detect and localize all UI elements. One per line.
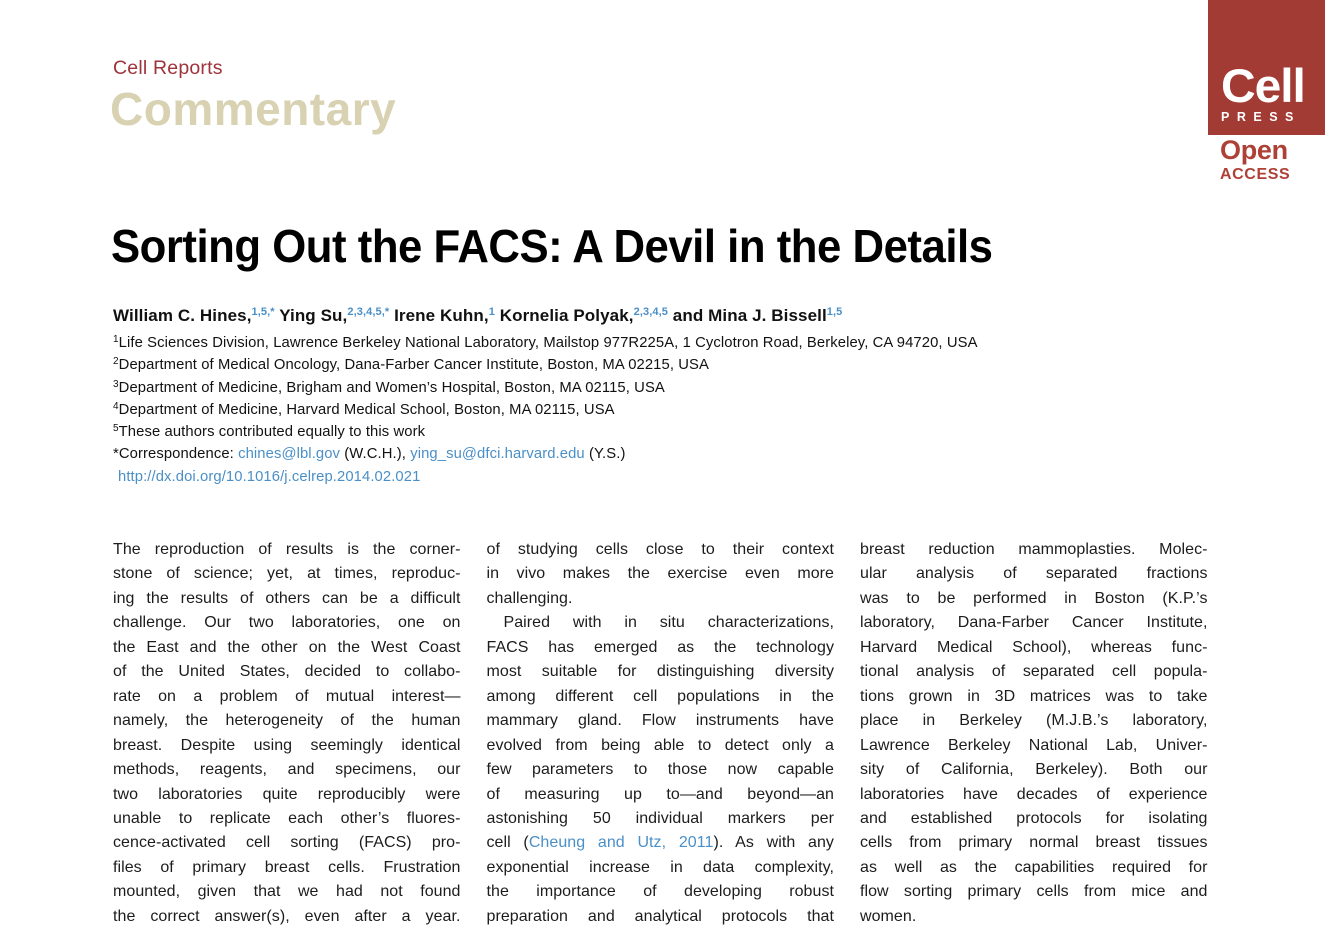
affiliation-line (113, 377, 978, 399)
body-text-line: and established protocols for isolating (860, 809, 1208, 827)
body-text-line: few parameters to those now capable (486, 761, 834, 779)
body-text-line: place in Berkeley (M.J.B.’s laboratory, (860, 712, 1208, 730)
body-text-line: breast. Despite using seemingly identical (113, 736, 461, 754)
body-text-line: tional analysis of separated cell popula- (860, 663, 1208, 681)
open-access-access: ACCESS (1220, 166, 1291, 183)
body-text-line: exponential increase in data complexity, (486, 858, 834, 876)
cell-press-logo-wordmark: Cell (1221, 58, 1305, 112)
affiliation-text: Life Sciences Division, Lawrence Berkeley National Laboratory, Mailstop 977R225A, 1 Cyclotron Road, Berkeley, CA 94720, USA (118, 335, 978, 351)
body-text-line: preparation and analytical protocols that (486, 907, 834, 925)
body-text-line: ing the results of others can be a difficult (113, 589, 461, 607)
text-segment: and Mina J. Bissell (667, 306, 827, 325)
affiliation-superscript: 5 (113, 423, 119, 435)
affiliation-line (113, 332, 978, 354)
body-text-line: of measuring up to—and beyond—an (486, 785, 834, 803)
text-segment: (W.C.H.), (340, 446, 411, 463)
body-column-1 (113, 538, 461, 927)
body-text-line: the correct answer(s), even after a year. (113, 907, 461, 925)
body-text-line: mounted, given that we had not found (113, 883, 461, 901)
affiliation-superscript: 4 (113, 400, 119, 412)
body-text-line: the East and the other on the West Coast (113, 638, 461, 656)
affiliation-text: These authors contributed equally to this work (118, 424, 426, 441)
body-text-line: stone of science; yet, at times, reproduc- (113, 565, 461, 583)
journal-name: Cell Reports (113, 57, 223, 79)
text-segment: William C. Hines, (113, 306, 252, 325)
body-text-line: evolved from being able to detect only a (486, 736, 834, 754)
author-superscript: 2,3,4,5,* (347, 306, 390, 318)
affiliation-superscript: 1 (113, 334, 119, 345)
body-text-line: of studying cells close to their context (486, 541, 834, 558)
body-text-line: cells from primary normal breast tissues (860, 834, 1208, 852)
affiliation-line (113, 354, 978, 376)
body-text-line: flow sorting primary cells from mice and (860, 883, 1208, 901)
body-text-line: Harvard Medical School), whereas func- (860, 638, 1208, 656)
body-text-line: in vivo makes the exercise even more (486, 565, 834, 583)
body-text-line: sity of California, Berkeley). Both our (860, 761, 1208, 779)
text-segment: (Y.S.) (584, 446, 626, 463)
body-text-line: Lawrence Berkeley National Lab, Univer- (860, 736, 1208, 754)
body-text-line: most suitable for distinguishing diversity (486, 663, 834, 681)
affiliation-line (113, 399, 978, 421)
author-superscript: 2,3,4,5 (633, 306, 668, 318)
body-text-line: breast reduction mammoplasties. Molec- (860, 541, 1208, 558)
affiliation-list (113, 332, 978, 443)
body-text-line: rate on a problem of mutual interest— (113, 687, 461, 705)
body-text-line: files of primary breast cells. Frustration (113, 858, 461, 876)
affiliation-text: Department of Medicine, Harvard Medical School, Boston, MA 02115, USA (118, 401, 615, 418)
body-text-line: tions grown in 3D matrices was to take (860, 687, 1208, 705)
cell-press-logo-press: PRESS (1221, 110, 1301, 124)
text-segment: *Correspondence: (113, 446, 239, 463)
body-text-line: cence-activated cell sorting (FACS) pro- (113, 834, 461, 852)
doi-link[interactable] (113, 466, 978, 488)
open-access-open: Open (1220, 135, 1288, 165)
open-access-badge (1220, 137, 1290, 183)
paper-title: Sorting Out the FACS: A Devil in the Details (111, 220, 993, 272)
cell-press-logo (1208, 0, 1325, 135)
body-text-line: FACS has emerged as the technology (486, 638, 834, 656)
affiliation-superscript: 3 (113, 378, 119, 390)
text-segment: ). As with any (713, 834, 834, 852)
affiliation-text: Department of Medicine, Brigham and Women’s Hospital, Boston, MA 02115, USA (118, 379, 665, 396)
body-text-line: among different cell populations in the (486, 687, 834, 705)
body-text-line: ular analysis of separated fractions (860, 565, 1208, 583)
body-column-3 (860, 538, 1208, 927)
body-text-line: was to be performed in Boston (K.P.’s (860, 589, 1208, 607)
body-text-line: mammary gland. Flow instruments have (486, 712, 834, 730)
affiliations-block (113, 332, 978, 488)
author-line (113, 306, 842, 326)
article-type-heading: Commentary (110, 83, 397, 135)
affiliation-superscript: 2 (113, 356, 119, 368)
affiliation-line (113, 421, 978, 443)
body-text-line: as well as the capabilities required for (860, 858, 1208, 876)
body-text-line: challenging. (486, 589, 573, 607)
body-text-line: methods, reagents, and specimens, our (113, 761, 461, 779)
body-text-line: two laboratories quite reproducibly were (113, 785, 461, 803)
correspondence-line (113, 443, 978, 465)
affiliation-text: Department of Medical Oncology, Dana-Farber Cancer Institute, Boston, MA 02215, USA (118, 357, 709, 374)
body-text-line: namely, the heterogeneity of the human (113, 712, 461, 730)
author-superscript: 1 (488, 306, 495, 318)
body-text-line: laboratory, Dana-Farber Cancer Institute, (860, 614, 1208, 632)
author-superscript: 1,5,* (251, 306, 275, 318)
body-text-line: the importance of developing robust (486, 883, 834, 901)
body-text-line (487, 831, 835, 855)
body-text-line: challenge. Our two laboratories, one on (113, 614, 461, 632)
body-columns (113, 538, 1208, 927)
text-segment: Irene Kuhn, (389, 306, 489, 325)
body-text-line: women. (860, 907, 917, 925)
email-link-yingsu[interactable]: ying_su@dfci.harvard.edu (410, 446, 585, 463)
text-segment: Ying Su, (274, 306, 348, 325)
text-segment: cell ( (486, 834, 529, 852)
citation-link-cheung-utz-2011[interactable]: Cheung and Utz, 2011 (528, 834, 714, 852)
body-text-line: of the United States, decided to collabo- (113, 663, 461, 681)
body-text-line: The reproduction of results is the corner- (113, 541, 461, 558)
body-text-line: laboratories have decades of experience (860, 785, 1208, 803)
body-text-line: Paired with in situ characterizations, (503, 614, 834, 632)
email-link-chines[interactable]: chines@lbl.gov (238, 446, 341, 463)
body-text-line: unable to replicate each other’s fluores- (113, 809, 461, 827)
doi-link-text[interactable]: http://dx.doi.org/10.1016/j.celrep.2014.02.021 (118, 468, 421, 485)
text-segment: Kornelia Polyak, (494, 306, 634, 325)
body-column-2 (487, 538, 835, 927)
author-superscript: 1,5 (826, 306, 843, 318)
body-text-line: astonishing 50 individual markers per (486, 809, 834, 827)
